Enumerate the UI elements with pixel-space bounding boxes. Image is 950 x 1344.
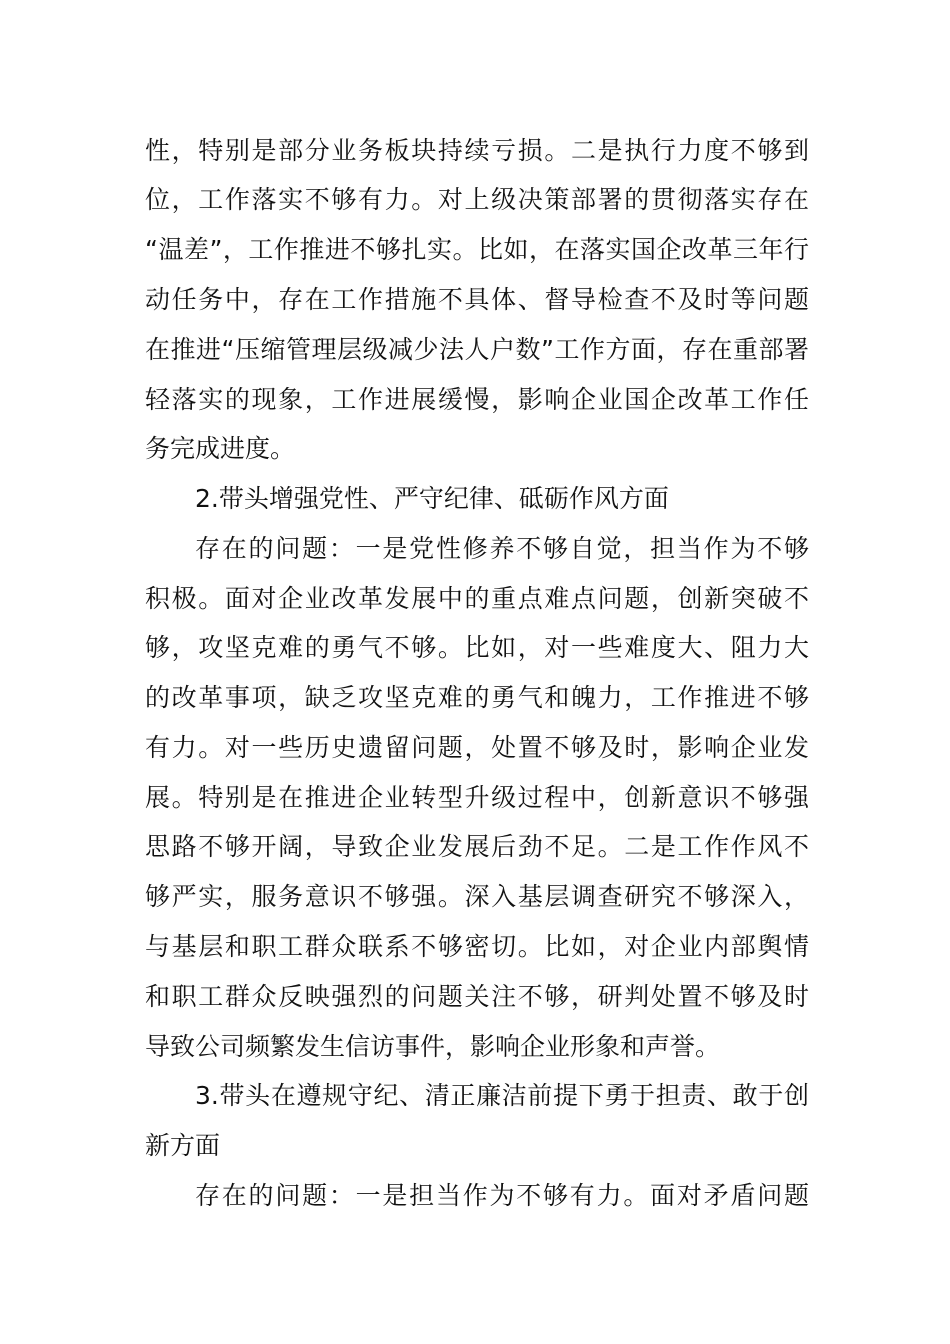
text-line: 展。特别是在推进企业转型升级过程中，创新意识不够强 — [145, 783, 809, 812]
text-line: 够，攻坚克难的勇气不够。比如，对一些难度大、阻力大 — [145, 633, 809, 662]
text-line: 轻落实的现象，工作进展缓慢，影响企业国企改革工作任 — [145, 385, 809, 414]
section-heading: 3.带头在遵规守纪、清正廉洁前提下勇于担责、敢于创 — [195, 1081, 809, 1110]
text-line: 有力。对一些历史遗留问题，处置不够及时，影响企业发 — [145, 733, 809, 762]
text-line: 务完成进度。 — [145, 434, 296, 463]
text-line: 性，特别是部分业务板块持续亏损。二是执行力度不够到 — [145, 136, 809, 165]
text-line: 动任务中，存在工作措施不具体、督导检查不及时等问题 — [145, 285, 809, 314]
text-line: 存在的问题：一是担当作为不够有力。面对矛盾问题 — [195, 1181, 809, 1210]
text-line: 与基层和职工群众联系不够密切。比如，对企业内部舆情 — [145, 932, 809, 961]
text-line: 在推进“压缩管理层级减少法人户数”工作方面，存在重部署 — [145, 335, 809, 364]
section-heading-continued: 新方面 — [145, 1131, 221, 1160]
text-line: 够严实，服务意识不够强。深入基层调查研究不够深入， — [145, 882, 809, 911]
text-line: 导致公司频繁发生信访事件，影响企业形象和声誉。 — [145, 1032, 721, 1061]
text-line: 位，工作落实不够有力。对上级决策部署的贯彻落实存在 — [145, 185, 809, 214]
text-line: 存在的问题：一是党性修养不够自觉，担当作为不够 — [195, 534, 809, 563]
section-heading: 2.带头增强党性、严守纪律、砥砺作风方面 — [195, 484, 669, 513]
text-line: “温差”，工作推进不够扎实。比如，在落实国企改革三年行 — [145, 235, 809, 264]
text-line: 和职工群众反映强烈的问题关注不够，研判处置不够及时 — [145, 982, 809, 1011]
text-line: 思路不够开阔，导致企业发展后劲不足。二是工作作风不 — [145, 832, 809, 861]
text-line: 的改革事项，缺乏攻坚克难的勇气和魄力，工作推进不够 — [145, 683, 809, 712]
text-line: 积极。面对企业改革发展中的重点难点问题，创新突破不 — [145, 584, 809, 613]
